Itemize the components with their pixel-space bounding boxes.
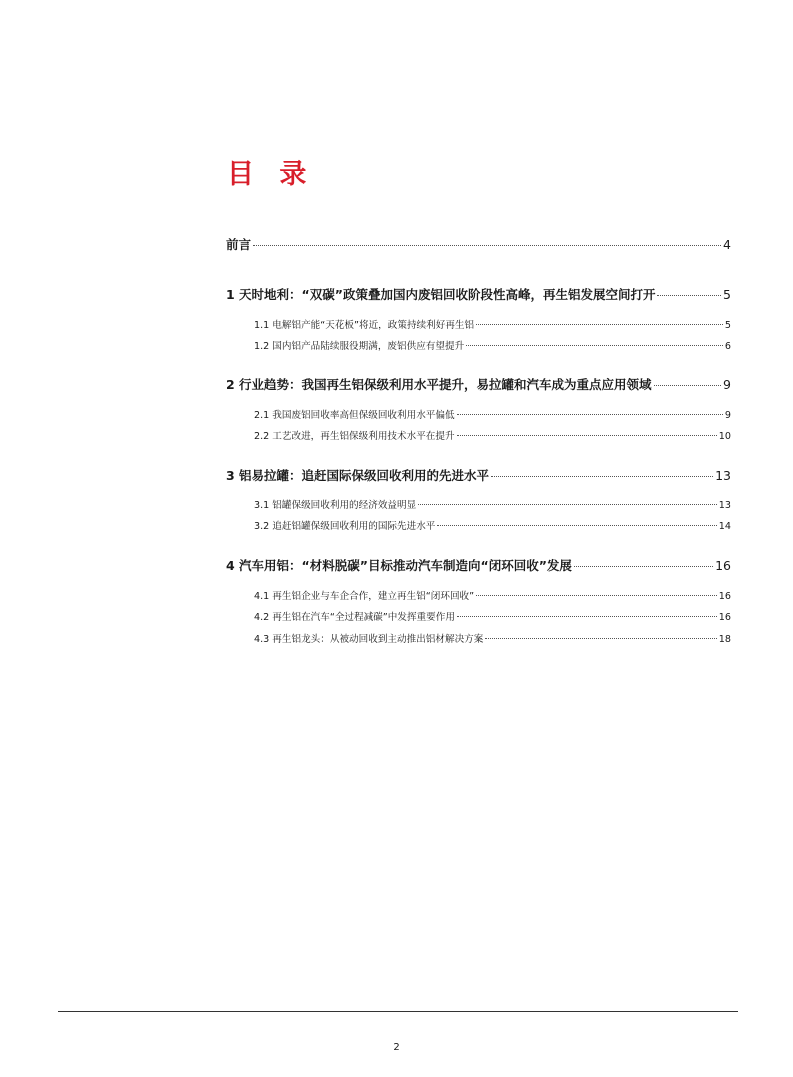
toc-entry-page: 4	[723, 237, 731, 252]
toc-entry-2-1[interactable]	[254, 407, 731, 421]
toc-leader-dots	[437, 525, 716, 526]
toc-leader-dots	[485, 638, 716, 639]
toc-entry-section-4[interactable]	[226, 556, 731, 574]
toc-heading: 目 录	[227, 159, 315, 190]
toc-entry-title: 2.1 我国废铝回收率高但保级回收利用水平偏低	[254, 410, 455, 421]
toc-entry-section-1[interactable]	[226, 285, 731, 303]
toc-entry-page: 10	[718, 431, 731, 442]
toc-leader-dots	[457, 414, 723, 415]
toc-leader-dots	[657, 295, 721, 296]
toc-entry-section-2[interactable]	[226, 375, 731, 393]
toc-entry-page: 16	[718, 612, 731, 623]
toc-leader-dots	[457, 616, 717, 617]
toc-entry-title: 4.2 再生铝在汽车“全过程减碳”中发挥重要作用	[254, 612, 455, 623]
toc-entry-1-2[interactable]	[254, 338, 731, 352]
toc-entry-title: 3.1 铝罐保级回收利用的经济效益明显	[254, 500, 417, 511]
toc-entry-page: 6	[724, 341, 731, 352]
toc-entry-page: 13	[718, 500, 731, 511]
toc-entry-page: 16	[715, 558, 731, 573]
toc-leader-dots	[574, 566, 713, 567]
toc-entry-title: 2 行业趋势：我国再生铝保级利用水平提升，易拉罐和汽车成为重点应用领域	[226, 377, 652, 392]
toc-entry-page: 5	[723, 287, 731, 302]
toc-entry-title: 1 天时地利：“双碳”政策叠加国内废铝回收阶段性高峰，再生铝发展空间打开	[226, 287, 656, 302]
toc-entry-4-3[interactable]	[254, 631, 731, 645]
toc-entry-4-2[interactable]	[254, 609, 731, 623]
toc-entry-1-1[interactable]	[254, 317, 731, 331]
toc-entry-title: 4.3 再生铝龙头：从被动回收到主动推出铝材解决方案	[254, 634, 484, 645]
toc-leader-dots	[418, 504, 717, 505]
toc-entry-page: 13	[715, 468, 731, 483]
toc-entry-preface[interactable]	[226, 235, 731, 253]
toc-entry-title: 2.2 工艺改进，再生铝保级利用技术水平在提升	[254, 431, 455, 442]
footer-divider	[58, 1011, 738, 1012]
toc-entry-title: 4.1 再生铝企业与车企合作，建立再生铝“闭环回收”	[254, 591, 475, 602]
toc-leader-dots	[654, 385, 721, 386]
toc-entry-3-2[interactable]	[254, 518, 731, 532]
toc-entry-section-3[interactable]	[226, 466, 731, 484]
toc-leader-dots	[476, 324, 723, 325]
toc-entry-title: 1.2 国内铝产品陆续服役期满，废铝供应有望提升	[254, 341, 465, 352]
toc-leader-dots	[491, 476, 713, 477]
toc-entry-3-1[interactable]	[254, 497, 731, 511]
toc-entry-page: 5	[724, 320, 731, 331]
toc-entry-page: 9	[723, 377, 731, 392]
toc-entry-title: 前言	[226, 237, 252, 252]
toc-entry-page: 16	[718, 591, 731, 602]
toc-entry-title: 3.2 追赶铝罐保级回收利用的国际先进水平	[254, 521, 436, 532]
toc-leader-dots	[457, 435, 717, 436]
page-number: 2	[393, 1042, 400, 1053]
toc-leader-dots	[466, 345, 723, 346]
toc-entry-page: 14	[718, 521, 731, 532]
toc-entry-title: 3 铝易拉罐：追赶国际保级回收利用的先进水平	[226, 468, 490, 483]
toc-entry-title: 1.1 电解铝产能“天花板”将近，政策持续利好再生铝	[254, 320, 475, 331]
toc-entry-page: 9	[724, 410, 731, 421]
toc-entry-page: 18	[718, 634, 731, 645]
toc-leader-dots	[476, 595, 717, 596]
toc-entry-title: 4 汽车用铝：“材料脱碳”目标推动汽车制造向“闭环回收”发展	[226, 558, 572, 573]
toc-leader-dots	[253, 245, 721, 246]
toc-entry-2-2[interactable]	[254, 428, 731, 442]
toc-entry-4-1[interactable]	[254, 588, 731, 602]
